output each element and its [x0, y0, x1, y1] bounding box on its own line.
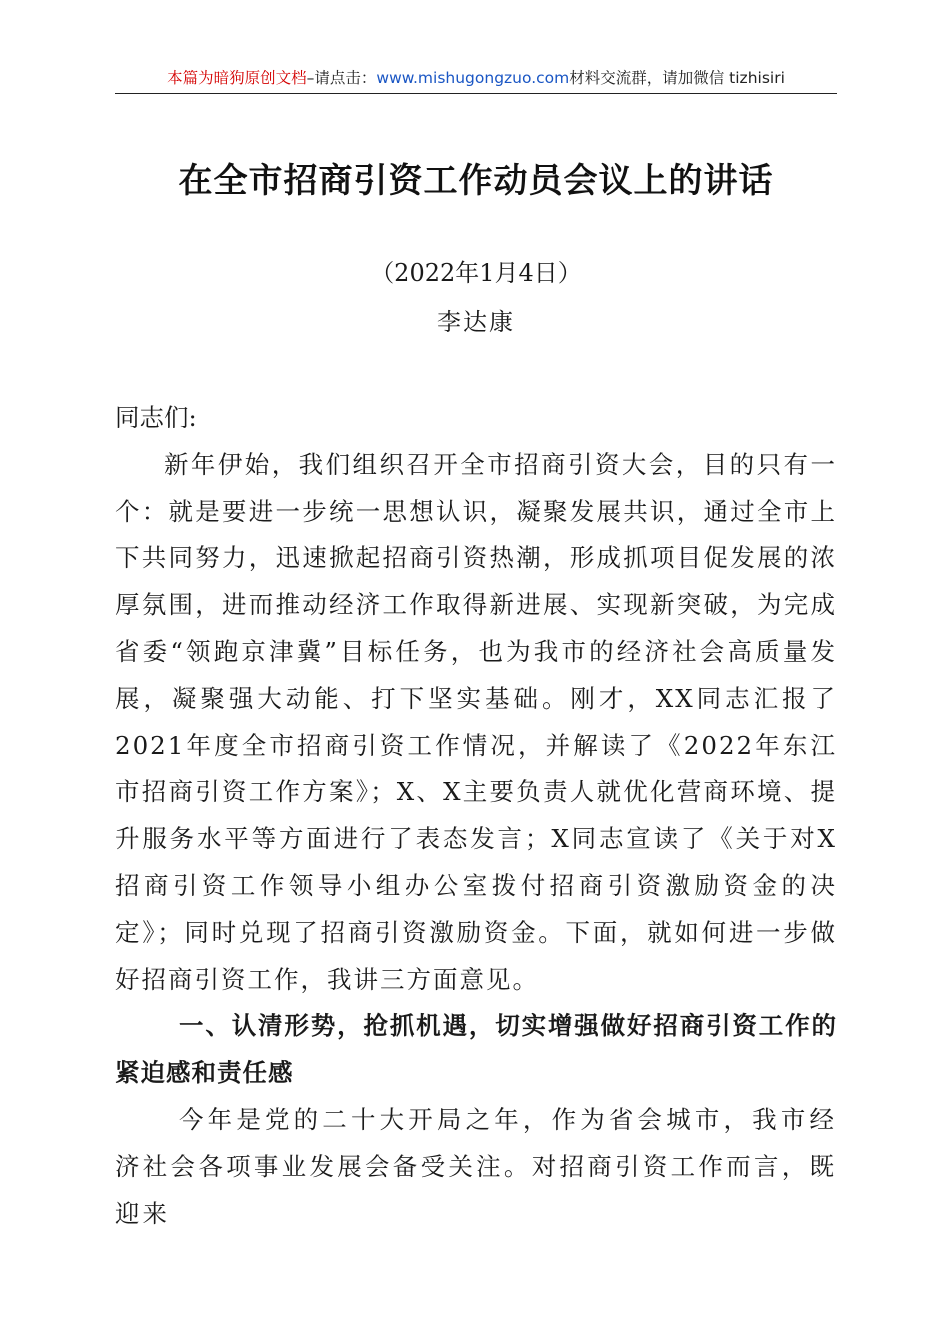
header-prefix: 本篇为暗狗原创文档: [167, 69, 307, 87]
header-suffix: 材料交流群，请加微信 tizhisiri: [569, 69, 785, 87]
paragraph: 今年是党的二十大开局之年，作为省会城市，我市经济社会各项事业发展会备受关注。对招商引资工作而言，既迎来: [115, 1104, 837, 1228]
header-middle: –请点击：: [306, 69, 377, 87]
header-divider: [115, 93, 837, 94]
document-body: [115, 395, 837, 1237]
paragraph: 新年伊始，我们组织召开全市招商引资大会，目的只有一个：就是要进一步统一思想认识，凝聚发展共识，通过全市上下共同努力，迅速掀起招商引资热潮，形成抓项目促发展的浓厚氛围，进而推动经济工作取得新进展、实现新突破，为完成省委“领跑京津冀”目标任务，也为我市的经济社会高质量发展，凝聚强大动能、打下坚实基础。刚才，XX同志汇报了2021年度全市招商引资工作情况，并解读了《2022年东江市招商引资工作方案》；X、X主要负责人就优化营商环境、提升服务水平等方面进行了表态发言；X同志宣读了《关于对X招商引资工作领导小组办公室拨付招商引资激励资金的决定》；同时兑现了招商引资激励资金。下面，就如何进一步做好招商引资工作，我讲三方面意见。: [115, 449, 837, 994]
salutation: 同志们:: [115, 403, 197, 432]
header-link[interactable]: www.mishugongzuo.com: [376, 69, 570, 87]
document-author: 李达康: [437, 308, 515, 336]
section-heading: 一、认清形势，抢抓机遇，切实增强做好招商引资工作的紧迫感和责任感: [115, 1011, 837, 1088]
document-title: 在全市招商引资工作动员会议上的讲话: [178, 161, 774, 201]
header-banner: [115, 66, 837, 90]
document-date: （2022年1月4日）: [370, 259, 582, 287]
